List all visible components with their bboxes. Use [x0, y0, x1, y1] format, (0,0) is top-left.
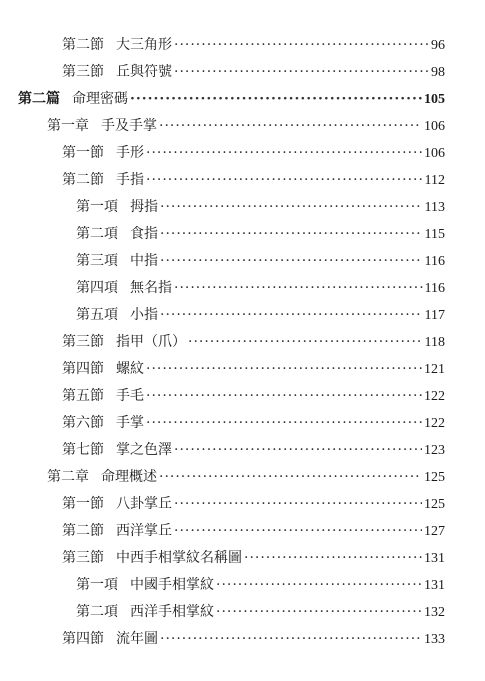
toc-title: 中指	[130, 253, 158, 269]
toc-leader-dots	[174, 441, 422, 459]
toc-leader-dots	[174, 495, 422, 513]
toc-entry	[62, 63, 445, 82]
toc-leader-dots	[216, 603, 422, 621]
toc-title: 手形	[116, 145, 144, 161]
toc-number: 第四節	[62, 631, 104, 647]
toc-page-number: 133	[424, 632, 445, 647]
toc-title: 西洋手相掌紋	[130, 604, 214, 620]
toc-entry-item	[76, 198, 445, 217]
toc-title: 拇指	[130, 199, 158, 215]
toc-number: 第二篇	[18, 91, 60, 107]
toc-entry-chapter	[47, 117, 445, 136]
toc-number: 第二項	[76, 226, 118, 242]
toc-number: 第二章	[47, 469, 89, 485]
toc-title: 指甲（爪）	[116, 334, 186, 350]
toc-title: 手及手掌	[101, 118, 157, 134]
toc-leader-dots	[174, 279, 423, 297]
toc-page-number: 96	[431, 38, 445, 53]
toc-title: 八卦掌丘	[116, 496, 172, 512]
toc-leader-dots	[188, 333, 423, 351]
toc-page-number: 131	[424, 551, 445, 566]
toc-title: 丘與符號	[116, 64, 172, 80]
toc-leader-dots	[160, 225, 423, 243]
toc-title: 無名指	[130, 280, 172, 296]
toc-page-number: 127	[424, 524, 445, 539]
toc-entry	[62, 441, 445, 460]
toc-page-number: 125	[424, 470, 445, 485]
toc-entry	[62, 414, 445, 433]
toc-number: 第一節	[62, 145, 104, 161]
toc-page-number: 122	[424, 389, 445, 404]
toc-page-number: 112	[424, 173, 445, 188]
toc-page-number: 106	[424, 119, 445, 134]
toc-title: 中西手相掌紋名稱圖	[116, 550, 242, 566]
toc-number: 第一節	[62, 496, 104, 512]
toc-entry-item	[76, 576, 445, 595]
toc-entry	[62, 171, 445, 190]
toc-number: 第一項	[76, 577, 118, 593]
toc-page-number: 121	[424, 362, 445, 377]
toc-leader-dots	[159, 468, 422, 486]
toc-title: 中國手相掌紋	[130, 577, 214, 593]
toc-page-number: 125	[424, 497, 445, 512]
toc-entry-item	[76, 252, 445, 271]
toc-leader-dots	[160, 198, 423, 216]
toc-entry	[62, 549, 445, 568]
toc-title: 食指	[130, 226, 158, 242]
toc-title: 西洋掌丘	[116, 523, 172, 539]
toc-entry	[62, 495, 445, 514]
toc-page-number: 98	[431, 65, 445, 80]
toc-number: 第三節	[62, 64, 104, 80]
toc-number: 第三項	[76, 253, 118, 269]
toc-number: 第四項	[76, 280, 118, 296]
toc-page-number: 116	[424, 254, 445, 269]
toc-entry-part	[18, 90, 445, 109]
toc-leader-dots	[160, 252, 423, 270]
toc-entry-item	[76, 225, 445, 244]
toc-number: 第五節	[62, 388, 104, 404]
toc-page-number: 105	[424, 92, 445, 107]
toc-leader-dots	[146, 171, 423, 189]
toc-leader-dots	[160, 630, 422, 648]
toc-leader-dots	[146, 414, 422, 432]
toc-title: 命理概述	[101, 469, 157, 485]
toc-number: 第三節	[62, 550, 104, 566]
toc-leader-dots	[160, 306, 423, 324]
toc-number: 第二節	[62, 523, 104, 539]
toc-entry	[62, 387, 445, 406]
toc-page-number: 131	[424, 578, 445, 593]
toc-entry-item	[76, 279, 445, 298]
toc-number: 第二節	[62, 37, 104, 53]
toc-number: 第六節	[62, 415, 104, 431]
toc-title: 手指	[116, 172, 144, 188]
toc-leader-dots	[174, 63, 429, 81]
toc-number: 第二節	[62, 172, 104, 188]
toc-entry	[62, 630, 445, 649]
toc-entry-item	[76, 603, 445, 622]
toc-page-number: 106	[424, 146, 445, 161]
toc-page-number: 123	[424, 443, 445, 458]
toc-leader-dots	[159, 117, 422, 135]
toc-leader-dots	[146, 360, 422, 378]
toc-number: 第五項	[76, 307, 118, 323]
toc-entry-item	[76, 306, 445, 325]
toc-number: 第四節	[62, 361, 104, 377]
toc-entry	[62, 144, 445, 163]
toc-title: 掌之色澤	[116, 442, 172, 458]
toc-title: 命理密碼	[72, 91, 128, 107]
toc-page-number: 132	[424, 605, 445, 620]
toc-page-number: 118	[424, 335, 445, 350]
toc-leader-dots	[174, 36, 429, 54]
toc-page-number: 116	[424, 281, 445, 296]
toc-title: 流年圖	[116, 631, 158, 647]
toc-entry	[62, 333, 445, 352]
toc-title: 手掌	[116, 415, 144, 431]
toc-number: 第七節	[62, 442, 104, 458]
toc-page-number: 113	[424, 200, 445, 215]
toc-page-number: 115	[424, 227, 445, 242]
toc-title: 螺紋	[116, 361, 144, 377]
toc-page-number: 122	[424, 416, 445, 431]
toc-leader-dots	[130, 90, 422, 108]
toc-title: 手毛	[116, 388, 144, 404]
toc-leader-dots	[244, 549, 422, 567]
toc-number: 第一項	[76, 199, 118, 215]
toc-number: 第三節	[62, 334, 104, 350]
toc-title: 大三角形	[116, 37, 172, 53]
toc-leader-dots	[174, 522, 422, 540]
toc-leader-dots	[146, 387, 422, 405]
toc-entry	[62, 360, 445, 379]
toc-number: 第二項	[76, 604, 118, 620]
toc-leader-dots	[146, 144, 422, 162]
toc-page-number: 117	[424, 308, 445, 323]
toc-number: 第一章	[47, 118, 89, 134]
toc-entry	[62, 522, 445, 541]
toc-title: 小指	[130, 307, 158, 323]
toc-leader-dots	[216, 576, 422, 594]
toc-entry-chapter	[47, 468, 445, 487]
toc-entry	[62, 36, 445, 55]
